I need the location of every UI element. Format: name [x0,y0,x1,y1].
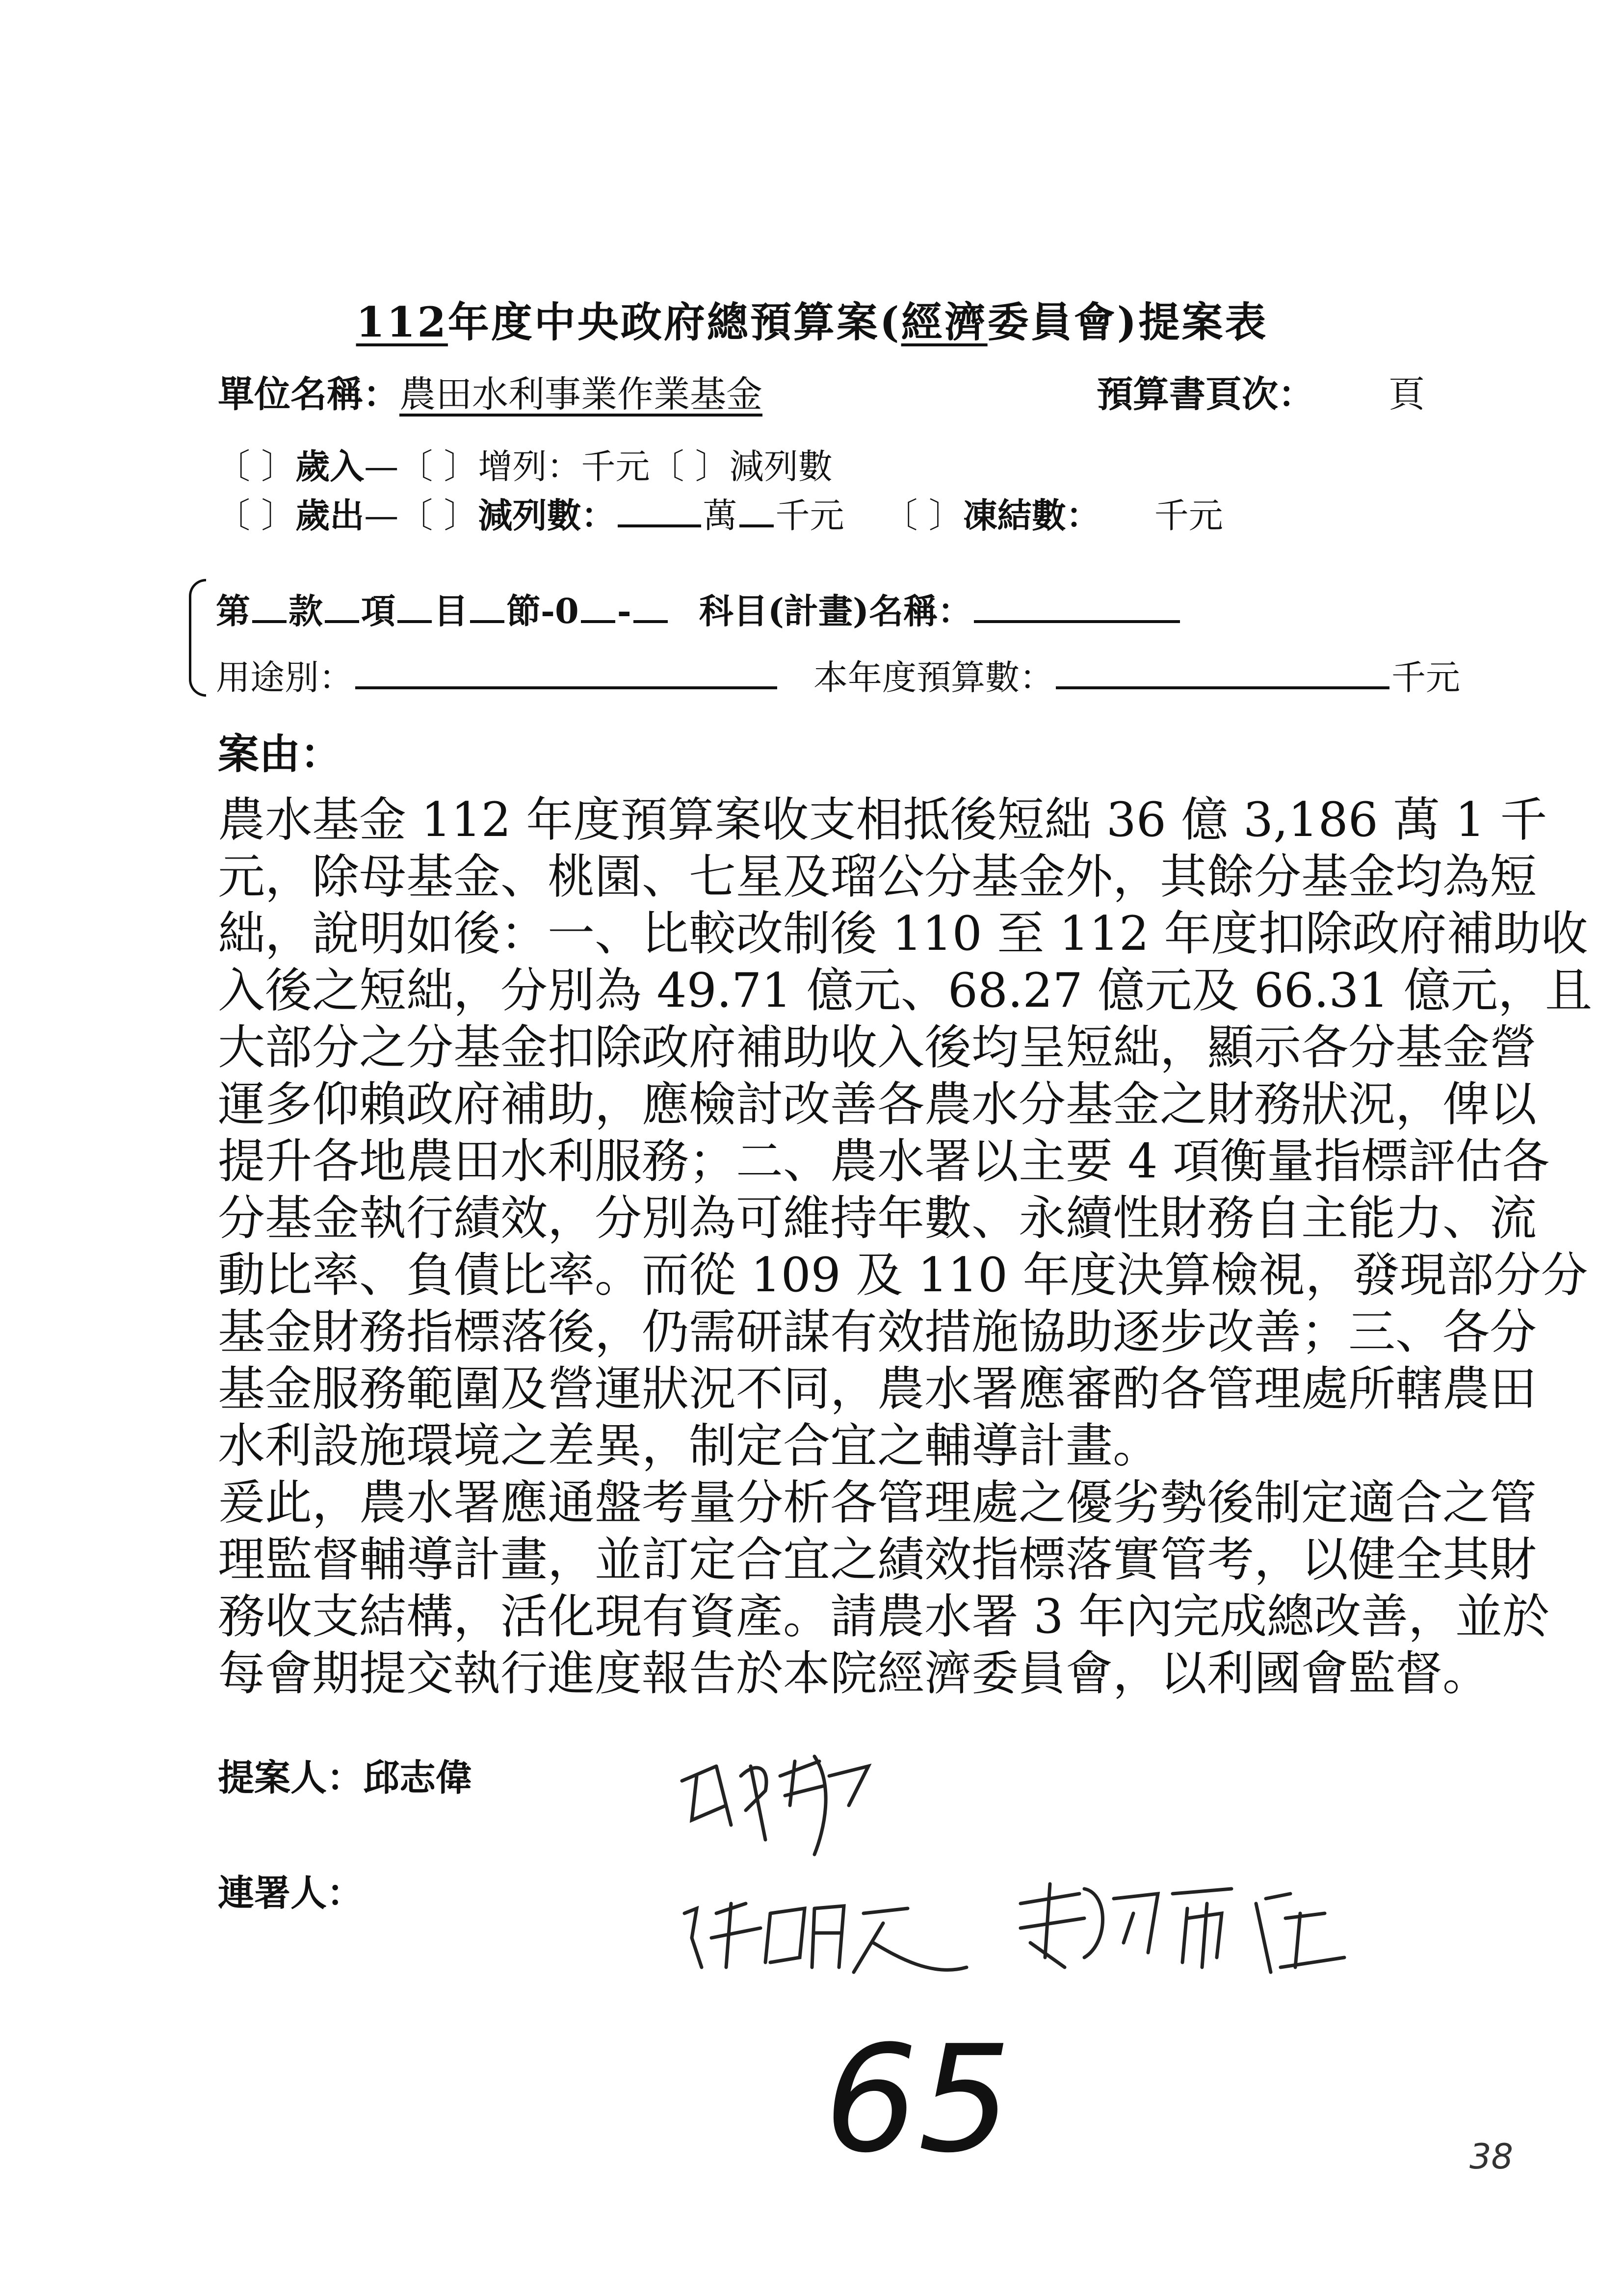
proposer-name: 邱志偉 [363,1757,472,1799]
wan-blank[interactable] [618,495,701,527]
proposer-row [218,1749,472,1801]
di-label: 第 [216,591,250,631]
body-line: 絀，說明如後：一、比較改制後 110 至 112 年度扣除政府補助收 [218,906,1588,961]
increase-label: 增列：千元 [478,446,650,487]
body-line: 分基金執行績效，分別為可維持年數、永續性財務自主能力、流 [218,1191,1537,1246]
body-line: 大部分之分基金扣除政府補助收入後均呈短絀，顯示各分基金營 [218,1020,1537,1075]
dash: — [364,446,399,487]
mu-blank[interactable] [397,591,432,623]
cosigner-signature-2 [1011,1874,1354,1982]
title-text-2: 委員會)提案表 [987,298,1268,346]
body-line: 水利設施環境之差異，制定合宜之輔導計畫。 [218,1418,1160,1473]
proposer-signature [672,1747,878,1864]
budget-label: 本年度預算數： [813,657,1054,698]
body-line: 基金財務指標落後，仍需研謀有效措施協助逐步改善；三、各分 [218,1305,1537,1359]
expense-label: 歲出 [295,495,365,536]
revenue-row [216,439,833,489]
expense-decrease-label: 減列數： [478,495,616,536]
body-line: 元，除母基金、桃園、七星及瑠公分基金外，其餘分基金均為短 [218,849,1537,904]
freeze-checkbox[interactable]: 〔 〕 [883,496,963,536]
wan-label: 萬 [703,496,737,536]
increase-checkbox[interactable]: 〔 〕 [398,446,478,487]
cosigner-signature-1 [677,1894,971,1987]
freeze-label: 凍結數： [963,495,1100,536]
usage-blank[interactable] [355,657,777,689]
body-line: 理監督輔導計畫，並訂定合宜之績效指標落實管考，以健全其財 [218,1532,1537,1587]
left-brace [189,579,206,697]
cosigner-label: 連署人： [218,1872,363,1914]
thousand-blank[interactable] [739,495,774,527]
budget-blank[interactable] [1056,657,1389,689]
body-line: 務收支結構，活化現有資產。請農水署 3 年內完成總改善，並於 [218,1589,1550,1644]
subject-blank[interactable] [974,591,1180,623]
handwritten-number: 65 [824,2014,1012,2185]
unit-label: 單位名稱： [218,373,399,416]
body-line: 爰此，農水署應通盤考量分析各管理處之優劣勢後制定適合之管 [218,1475,1537,1530]
body-line: 提升各地農田水利服務；二、農水署以主要 4 項衡量指標評估各 [218,1134,1550,1189]
expense-checkbox[interactable]: 〔 〕 [216,496,296,536]
dash: - [617,591,631,631]
kuan-label: 款 [288,591,323,631]
kuan-blank[interactable] [252,591,287,623]
body-line: 農水基金 112 年度預算案收支相抵後短絀 36 億 3,186 萬 1 千 [218,792,1547,847]
mu-label: 目 [434,591,468,631]
expense-decrease-checkbox[interactable]: 〔 〕 [398,496,478,536]
proposer-label: 提案人： [218,1757,363,1799]
revenue-checkbox[interactable]: 〔 〕 [216,446,296,487]
thousand-label: 千元 [775,496,844,536]
budget-unit: 千元 [1391,657,1460,698]
page-number: 38 [1469,2137,1514,2177]
unit-name-row [218,365,762,417]
title-year: 112 [356,298,448,346]
subject-label: 科目(計畫)名稱： [699,591,972,631]
jie-blank[interactable] [470,591,504,623]
body-line: 入後之短絀，分別為 49.71 億元、68.27 億元及 66.31 億元，且 [218,963,1593,1018]
revenue-label: 歲入 [295,446,365,487]
usage-row [216,650,1460,700]
body-line: 基金服務範圍及營運狀況不同，農水署應審酌各管理處所轄農田 [218,1361,1537,1416]
budget-page-unit: 頁 [1388,373,1425,416]
title-text-1: 年度中央政府總預算案( [447,298,901,346]
unit-value: 農田水利事業作業基金 [399,373,762,416]
freeze-unit: 千元 [1154,496,1223,536]
reason-label: 案由： [218,730,342,778]
code-blank-2[interactable] [633,591,668,623]
document-title [0,289,1624,349]
dash: — [364,496,399,536]
jie-label: 節-0 [506,591,579,631]
xiang-label: 項 [361,591,395,631]
code-blank-1[interactable] [581,591,615,623]
body-line: 動比率、負債比率。而從 109 及 110 年度決算檢視，發現部分分 [218,1248,1588,1303]
account-row [216,584,1182,633]
budget-page-label: 預算書頁次： [1097,373,1314,416]
xiang-blank[interactable] [325,591,359,623]
decrease-label: 減列數 [729,446,833,487]
usage-label: 用途別： [216,657,353,698]
body-line: 每會期提交執行進度報告於本院經濟委員會，以利國會監督。 [218,1646,1490,1701]
title-committee: 經濟 [901,298,988,346]
decrease-checkbox[interactable]: 〔 〕 [650,446,730,487]
expense-row [216,488,1223,538]
body-line: 運多仰賴政府補助，應檢討改善各農水分基金之財務狀況，俾以 [218,1077,1537,1132]
